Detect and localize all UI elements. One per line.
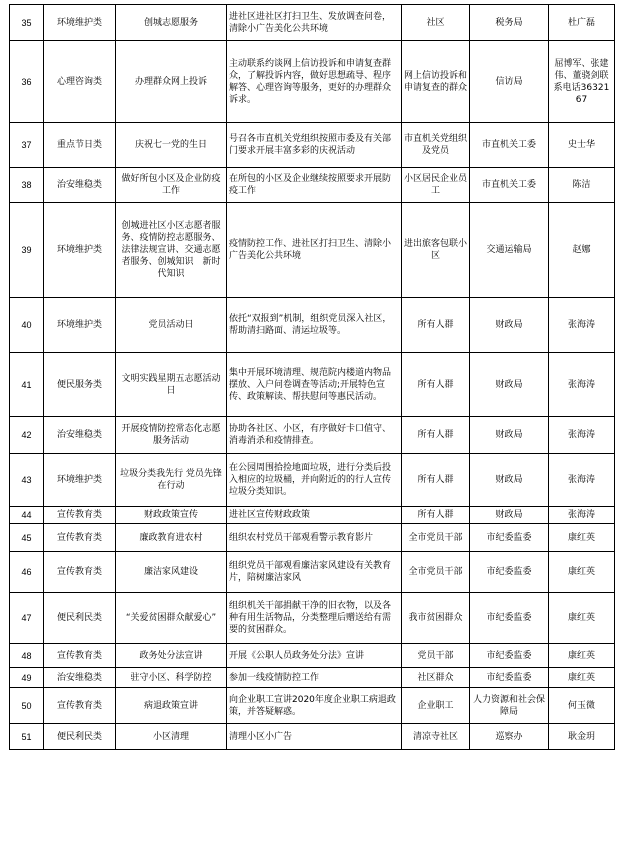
table-row xyxy=(10,668,615,688)
activity-content-cell: 组织党员干部观看廉洁家风建设有关教育片，陪树廉洁家风 xyxy=(227,552,402,593)
contact-cell: 康红英 xyxy=(549,593,615,644)
row-number: 45 xyxy=(10,524,44,552)
target-group-cell: 所有人群 xyxy=(402,417,470,454)
target-group-cell: 所有人群 xyxy=(402,298,470,353)
organizer-cell: 财政局 xyxy=(470,353,549,417)
target-group-cell: 所有人群 xyxy=(402,454,470,507)
organizer-cell: 财政局 xyxy=(470,417,549,454)
table-row xyxy=(10,454,615,507)
contact-cell: 康红英 xyxy=(549,524,615,552)
activity-content-cell: 疫情防控工作、进社区打扫卫生、清除小广告美化公共环境 xyxy=(227,203,402,298)
contact-cell: 张海涛 xyxy=(549,298,615,353)
target-group-cell: 我市贫困群众 xyxy=(402,593,470,644)
contact-cell: 康红英 xyxy=(549,644,615,668)
activity-content-cell: 依托“双报到”机制，组织党员深入社区，帮助清扫路面、清运垃圾等。 xyxy=(227,298,402,353)
target-group-cell: 社区群众 xyxy=(402,668,470,688)
category-cell: 环境维护类 xyxy=(44,298,116,353)
contact-cell: 赵娜 xyxy=(549,203,615,298)
category-cell: 环境维护类 xyxy=(44,454,116,507)
activity-name-cell: “关爱贫困群众献爱心” xyxy=(116,593,227,644)
contact-cell: 屈博军、张建伟、董骁剑联系电话3632167 xyxy=(549,41,615,123)
organizer-cell: 财政局 xyxy=(470,298,549,353)
table-row xyxy=(10,123,615,168)
target-group-cell: 社区 xyxy=(402,5,470,41)
target-group-cell: 所有人群 xyxy=(402,507,470,524)
activity-name-cell: 廉洁家风建设 xyxy=(116,552,227,593)
organizer-cell: 巡察办 xyxy=(470,724,549,750)
category-cell: 宣传教育类 xyxy=(44,552,116,593)
row-number: 37 xyxy=(10,123,44,168)
contact-cell: 张海涛 xyxy=(549,507,615,524)
contact-cell: 张海涛 xyxy=(549,353,615,417)
category-cell: 便民利民类 xyxy=(44,593,116,644)
category-cell: 便民服务类 xyxy=(44,353,116,417)
organizer-cell: 交通运输局 xyxy=(470,203,549,298)
table-row xyxy=(10,644,615,668)
row-number: 35 xyxy=(10,5,44,41)
activity-name-cell: 党员活动日 xyxy=(116,298,227,353)
activity-name-cell: 政务处分法宣讲 xyxy=(116,644,227,668)
organizer-cell: 税务局 xyxy=(470,5,549,41)
category-cell: 治安维稳类 xyxy=(44,668,116,688)
row-number: 43 xyxy=(10,454,44,507)
contact-cell: 史士华 xyxy=(549,123,615,168)
activity-name-cell: 财政政策宣传 xyxy=(116,507,227,524)
category-cell: 环境维护类 xyxy=(44,5,116,41)
row-number: 40 xyxy=(10,298,44,353)
table-row xyxy=(10,417,615,454)
table-body xyxy=(10,5,615,750)
activity-content-cell: 组织农村党员干部观看警示教育影片 xyxy=(227,524,402,552)
contact-cell: 张海涛 xyxy=(549,454,615,507)
target-group-cell: 企业职工 xyxy=(402,688,470,724)
activity-name-cell: 创城进社区小区志愿者服务、疫情防控志愿服务、法律法规宣讲、交通志愿者服务、创城知识 新时代知识 xyxy=(116,203,227,298)
activity-content-cell: 主动联系约谈网上信访投诉和申请复查群众，了解投诉内容，做好思想疏导、程序解答、心理咨询等服务，更好的办理群众诉求。 xyxy=(227,41,402,123)
row-number: 41 xyxy=(10,353,44,417)
target-group-cell: 市直机关党组织及党员 xyxy=(402,123,470,168)
activity-content-cell: 在公园周围拾捡地面垃圾，进行分类后投入相应的垃圾桶，并向附近的的行人宣传垃圾分类知识。 xyxy=(227,454,402,507)
table-row xyxy=(10,524,615,552)
activity-name-cell: 做好所包小区及企业防疫工作 xyxy=(116,168,227,203)
table-row xyxy=(10,507,615,524)
row-number: 39 xyxy=(10,203,44,298)
target-group-cell: 全市党员干部 xyxy=(402,524,470,552)
target-group-cell: 全市党员干部 xyxy=(402,552,470,593)
contact-cell: 陈洁 xyxy=(549,168,615,203)
target-group-cell: 小区居民企业员工 xyxy=(402,168,470,203)
activity-content-cell: 在所包的小区及企业继续按照要求开展防疫工作 xyxy=(227,168,402,203)
organizer-cell: 市纪委监委 xyxy=(470,644,549,668)
category-cell: 宣传教育类 xyxy=(44,524,116,552)
table-row xyxy=(10,593,615,644)
category-cell: 宣传教育类 xyxy=(44,688,116,724)
organizer-cell: 市纪委监委 xyxy=(470,524,549,552)
activity-name-cell: 小区清理 xyxy=(116,724,227,750)
table-row xyxy=(10,353,615,417)
category-cell: 治安维稳类 xyxy=(44,417,116,454)
activity-content-cell: 参加一线疫情防控工作 xyxy=(227,668,402,688)
target-group-cell: 网上信访投诉和申请复查的群众 xyxy=(402,41,470,123)
row-number: 51 xyxy=(10,724,44,750)
activity-name-cell: 驻守小区、科学防控 xyxy=(116,668,227,688)
table-row xyxy=(10,41,615,123)
activity-name-cell: 庆祝七一党的生日 xyxy=(116,123,227,168)
activity-content-cell: 组织机关干部捐献干净的旧衣物，以及各种有用生活物品，分类整理后赠送给有需要的贫困群众。 xyxy=(227,593,402,644)
row-number: 47 xyxy=(10,593,44,644)
activity-name-cell: 创城志愿服务 xyxy=(116,5,227,41)
activity-name-cell: 文明实践星期五志愿活动日 xyxy=(116,353,227,417)
activity-name-cell: 开展疫情防控常态化志愿服务活动 xyxy=(116,417,227,454)
contact-cell: 张海涛 xyxy=(549,417,615,454)
activity-name-cell: 办理群众网上投诉 xyxy=(116,41,227,123)
table-row xyxy=(10,203,615,298)
activity-content-cell: 向企业职工宣讲2020年度企业职工病退政策，并答疑解惑。 xyxy=(227,688,402,724)
contact-cell: 康红英 xyxy=(549,668,615,688)
activity-name-cell: 垃圾分类我先行 党员先锋在行动 xyxy=(116,454,227,507)
category-cell: 重点节日类 xyxy=(44,123,116,168)
contact-cell: 耿金玥 xyxy=(549,724,615,750)
row-number: 44 xyxy=(10,507,44,524)
table-row xyxy=(10,298,615,353)
contact-cell: 康红英 xyxy=(549,552,615,593)
row-number: 46 xyxy=(10,552,44,593)
row-number: 50 xyxy=(10,688,44,724)
row-number: 38 xyxy=(10,168,44,203)
target-group-cell: 党员干部 xyxy=(402,644,470,668)
category-cell: 宣传教育类 xyxy=(44,644,116,668)
organizer-cell: 人力资源和社会保障局 xyxy=(470,688,549,724)
organizer-cell: 市直机关工委 xyxy=(470,123,549,168)
category-cell: 心理咨询类 xyxy=(44,41,116,123)
target-group-cell: 进出旅客包联小区 xyxy=(402,203,470,298)
table-row xyxy=(10,552,615,593)
table-row xyxy=(10,688,615,724)
activity-content-cell: 进社区宣传财政政策 xyxy=(227,507,402,524)
table-row xyxy=(10,5,615,41)
activity-content-cell: 号召各市直机关党组织按照市委及有关部门要求开展丰富多彩的庆祝活动 xyxy=(227,123,402,168)
activity-content-cell: 进社区进社区打扫卫生、发放调查问卷，清除小广告美化公共环境 xyxy=(227,5,402,41)
organizer-cell: 市纪委监委 xyxy=(470,552,549,593)
activity-name-cell: 廉政教育进农村 xyxy=(116,524,227,552)
category-cell: 宣传教育类 xyxy=(44,507,116,524)
category-cell: 治安维稳类 xyxy=(44,168,116,203)
table-row xyxy=(10,168,615,203)
contact-cell: 何玉微 xyxy=(549,688,615,724)
category-cell: 便民利民类 xyxy=(44,724,116,750)
activity-name-cell: 病退政策宣讲 xyxy=(116,688,227,724)
organizer-cell: 信访局 xyxy=(470,41,549,123)
target-group-cell: 清凉寺社区 xyxy=(402,724,470,750)
row-number: 49 xyxy=(10,668,44,688)
contact-cell: 杜广磊 xyxy=(549,5,615,41)
organizer-cell: 市纪委监委 xyxy=(470,668,549,688)
category-cell: 环境维护类 xyxy=(44,203,116,298)
activity-content-cell: 集中开展环境清理、规范院内楼道内物品摆放、入户问卷调查等活动;开展特色宣传、政策解读、帮扶慰问等惠民活动。 xyxy=(227,353,402,417)
row-number: 42 xyxy=(10,417,44,454)
organizer-cell: 市纪委监委 xyxy=(470,593,549,644)
organizer-cell: 市直机关工委 xyxy=(470,168,549,203)
activity-content-cell: 开展《公职人员政务处分法》宣讲 xyxy=(227,644,402,668)
row-number: 48 xyxy=(10,644,44,668)
organizer-cell: 财政局 xyxy=(470,507,549,524)
table-row xyxy=(10,724,615,750)
activity-content-cell: 协助各社区、小区，有序做好卡口值守、消毒消杀和疫情排查。 xyxy=(227,417,402,454)
activity-content-cell: 清理小区小广告 xyxy=(227,724,402,750)
activity-table xyxy=(9,4,615,750)
row-number: 36 xyxy=(10,41,44,123)
target-group-cell: 所有人群 xyxy=(402,353,470,417)
organizer-cell: 财政局 xyxy=(470,454,549,507)
